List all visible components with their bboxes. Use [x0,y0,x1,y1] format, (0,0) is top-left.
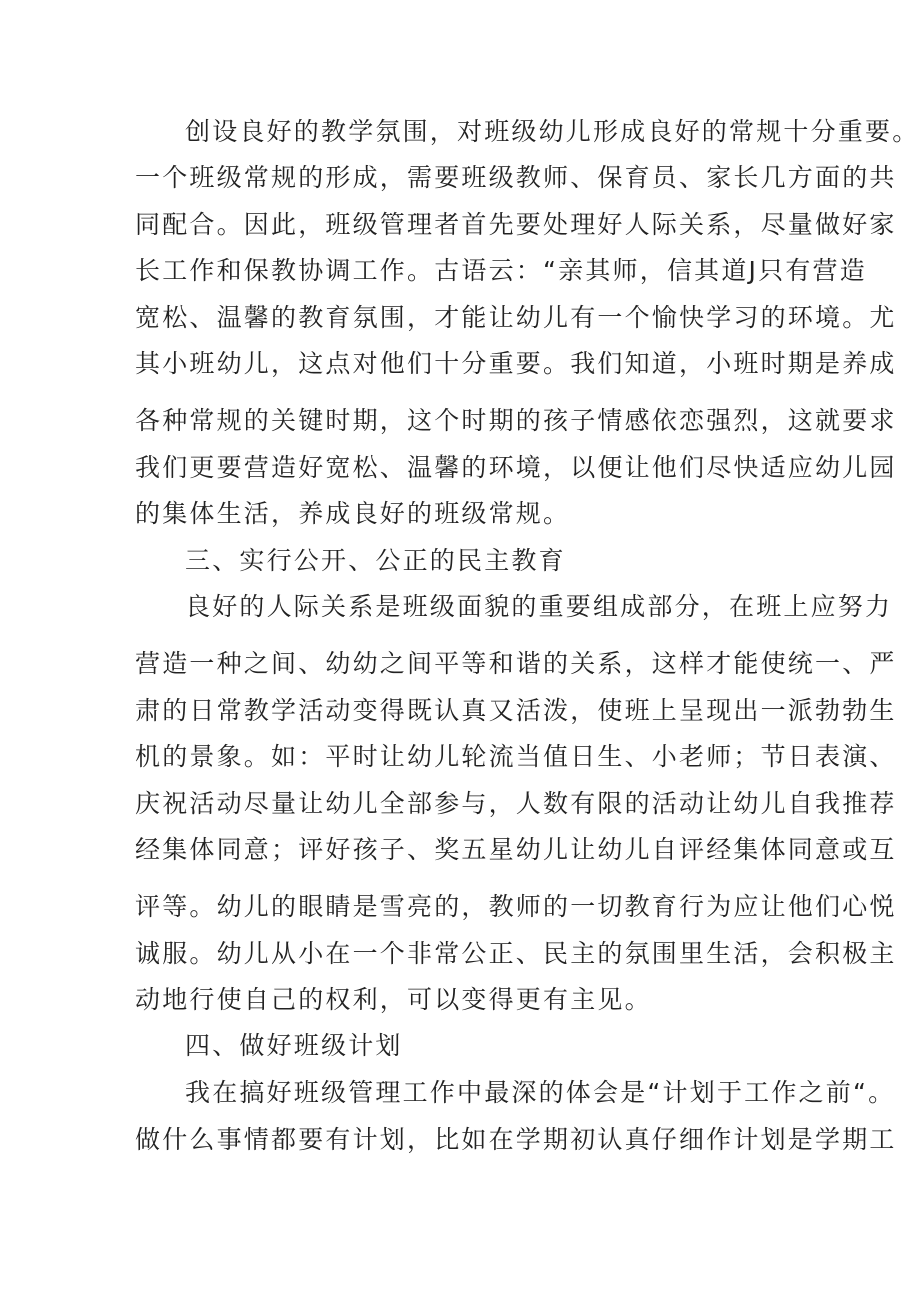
text-line-8 [0,445,920,490]
text-line-13 [0,688,920,733]
text-line-1 [0,109,920,154]
text-line-17 [0,884,920,929]
text-line-9 [0,491,920,536]
text-line: 庆祝活动尽量让幼儿全部参与，人数有限的活动让幼儿自我推荐 [135,789,897,818]
text-line: 营造一种之间、幼幼之间平等和谐的关系，这样才能使统一、严 [135,649,897,678]
text-line: 良好的人际关系是班级面貌的重要组成部分，在班上应努力 [185,592,893,621]
section-heading-4 [0,1023,920,1068]
text-line-11 [0,584,920,629]
text-line: 的集体生活，养成良好的班级常规。 [135,499,571,528]
text-line-21 [0,1070,920,1115]
text-line: 其小班幼儿，这点对他们十分重要。我们知道，小班时期是养成 [135,349,897,378]
section-heading: 四、做好班级计划 [185,1031,403,1060]
text-line: 动地行使自己的权利，可以变得更有主见。 [135,985,652,1014]
text-line: 诚服。幼儿从小在一个非常公正、民主的氛围里生活，会积极主 [135,939,897,968]
text-line-16 [0,827,920,872]
text-line-6 [0,341,920,386]
text-line: 经集体同意；评好孩子、奖五星幼儿让幼儿自评经集体同意或互 [135,835,897,864]
text-line: 做什么事情都要有计划，比如在学期初认真仔细作计划是学期工 [135,1125,897,1154]
text-line-3 [0,202,920,247]
text-line-15 [0,781,920,826]
text-line-2 [0,155,920,200]
text-line-7 [0,398,920,443]
text-line: 长工作和保教协调工作。古语云：“亲其师，信其道J只有营造 [135,256,867,285]
text-line-18 [0,931,920,976]
text-line: 一个班级常规的形成，需要班级教师、保育员、家长几方面的共 [135,163,897,192]
text-line-19 [0,977,920,1022]
text-line: 我们更要营造好宽松、温馨的环境，以便让他们尽快适应幼儿园 [135,453,897,482]
text-line-5 [0,295,920,340]
text-line-12 [0,641,920,686]
text-line: 我在搞好班级管理工作中最深的体会是“计划于工作之前“。 [185,1078,896,1107]
text-line: 创设良好的教学氛围，对班级幼儿形成良好的常规十分重要。 [185,117,920,146]
text-line: 肃的日常教学活动变得既认真又活泼，使班上呈现出一派勃勃生 [135,696,897,725]
text-line: 同配合。因此，班级管理者首先要处理好人际关系，尽量做好家 [135,210,897,239]
text-line-4 [0,248,920,293]
section-heading-3 [0,538,920,583]
text-line: 宽松、温馨的教育氛围，才能让幼儿有一个愉快学习的环境。尤 [135,303,897,332]
text-line: 机的景象。如：平时让幼儿轮流当值日生、小老师；节日表演、 [135,742,897,771]
text-line-22 [0,1117,920,1162]
section-heading: 三、实行公开、公正的民主教育 [185,546,566,575]
text-line: 评等。幼儿的眼睛是雪亮的，教师的一切教育行为应让他们心悦 [135,892,897,921]
text-line: 各种常规的关键时期，这个时期的孩子情感依恋强烈，这就要求 [135,406,897,435]
text-line-14 [0,734,920,779]
